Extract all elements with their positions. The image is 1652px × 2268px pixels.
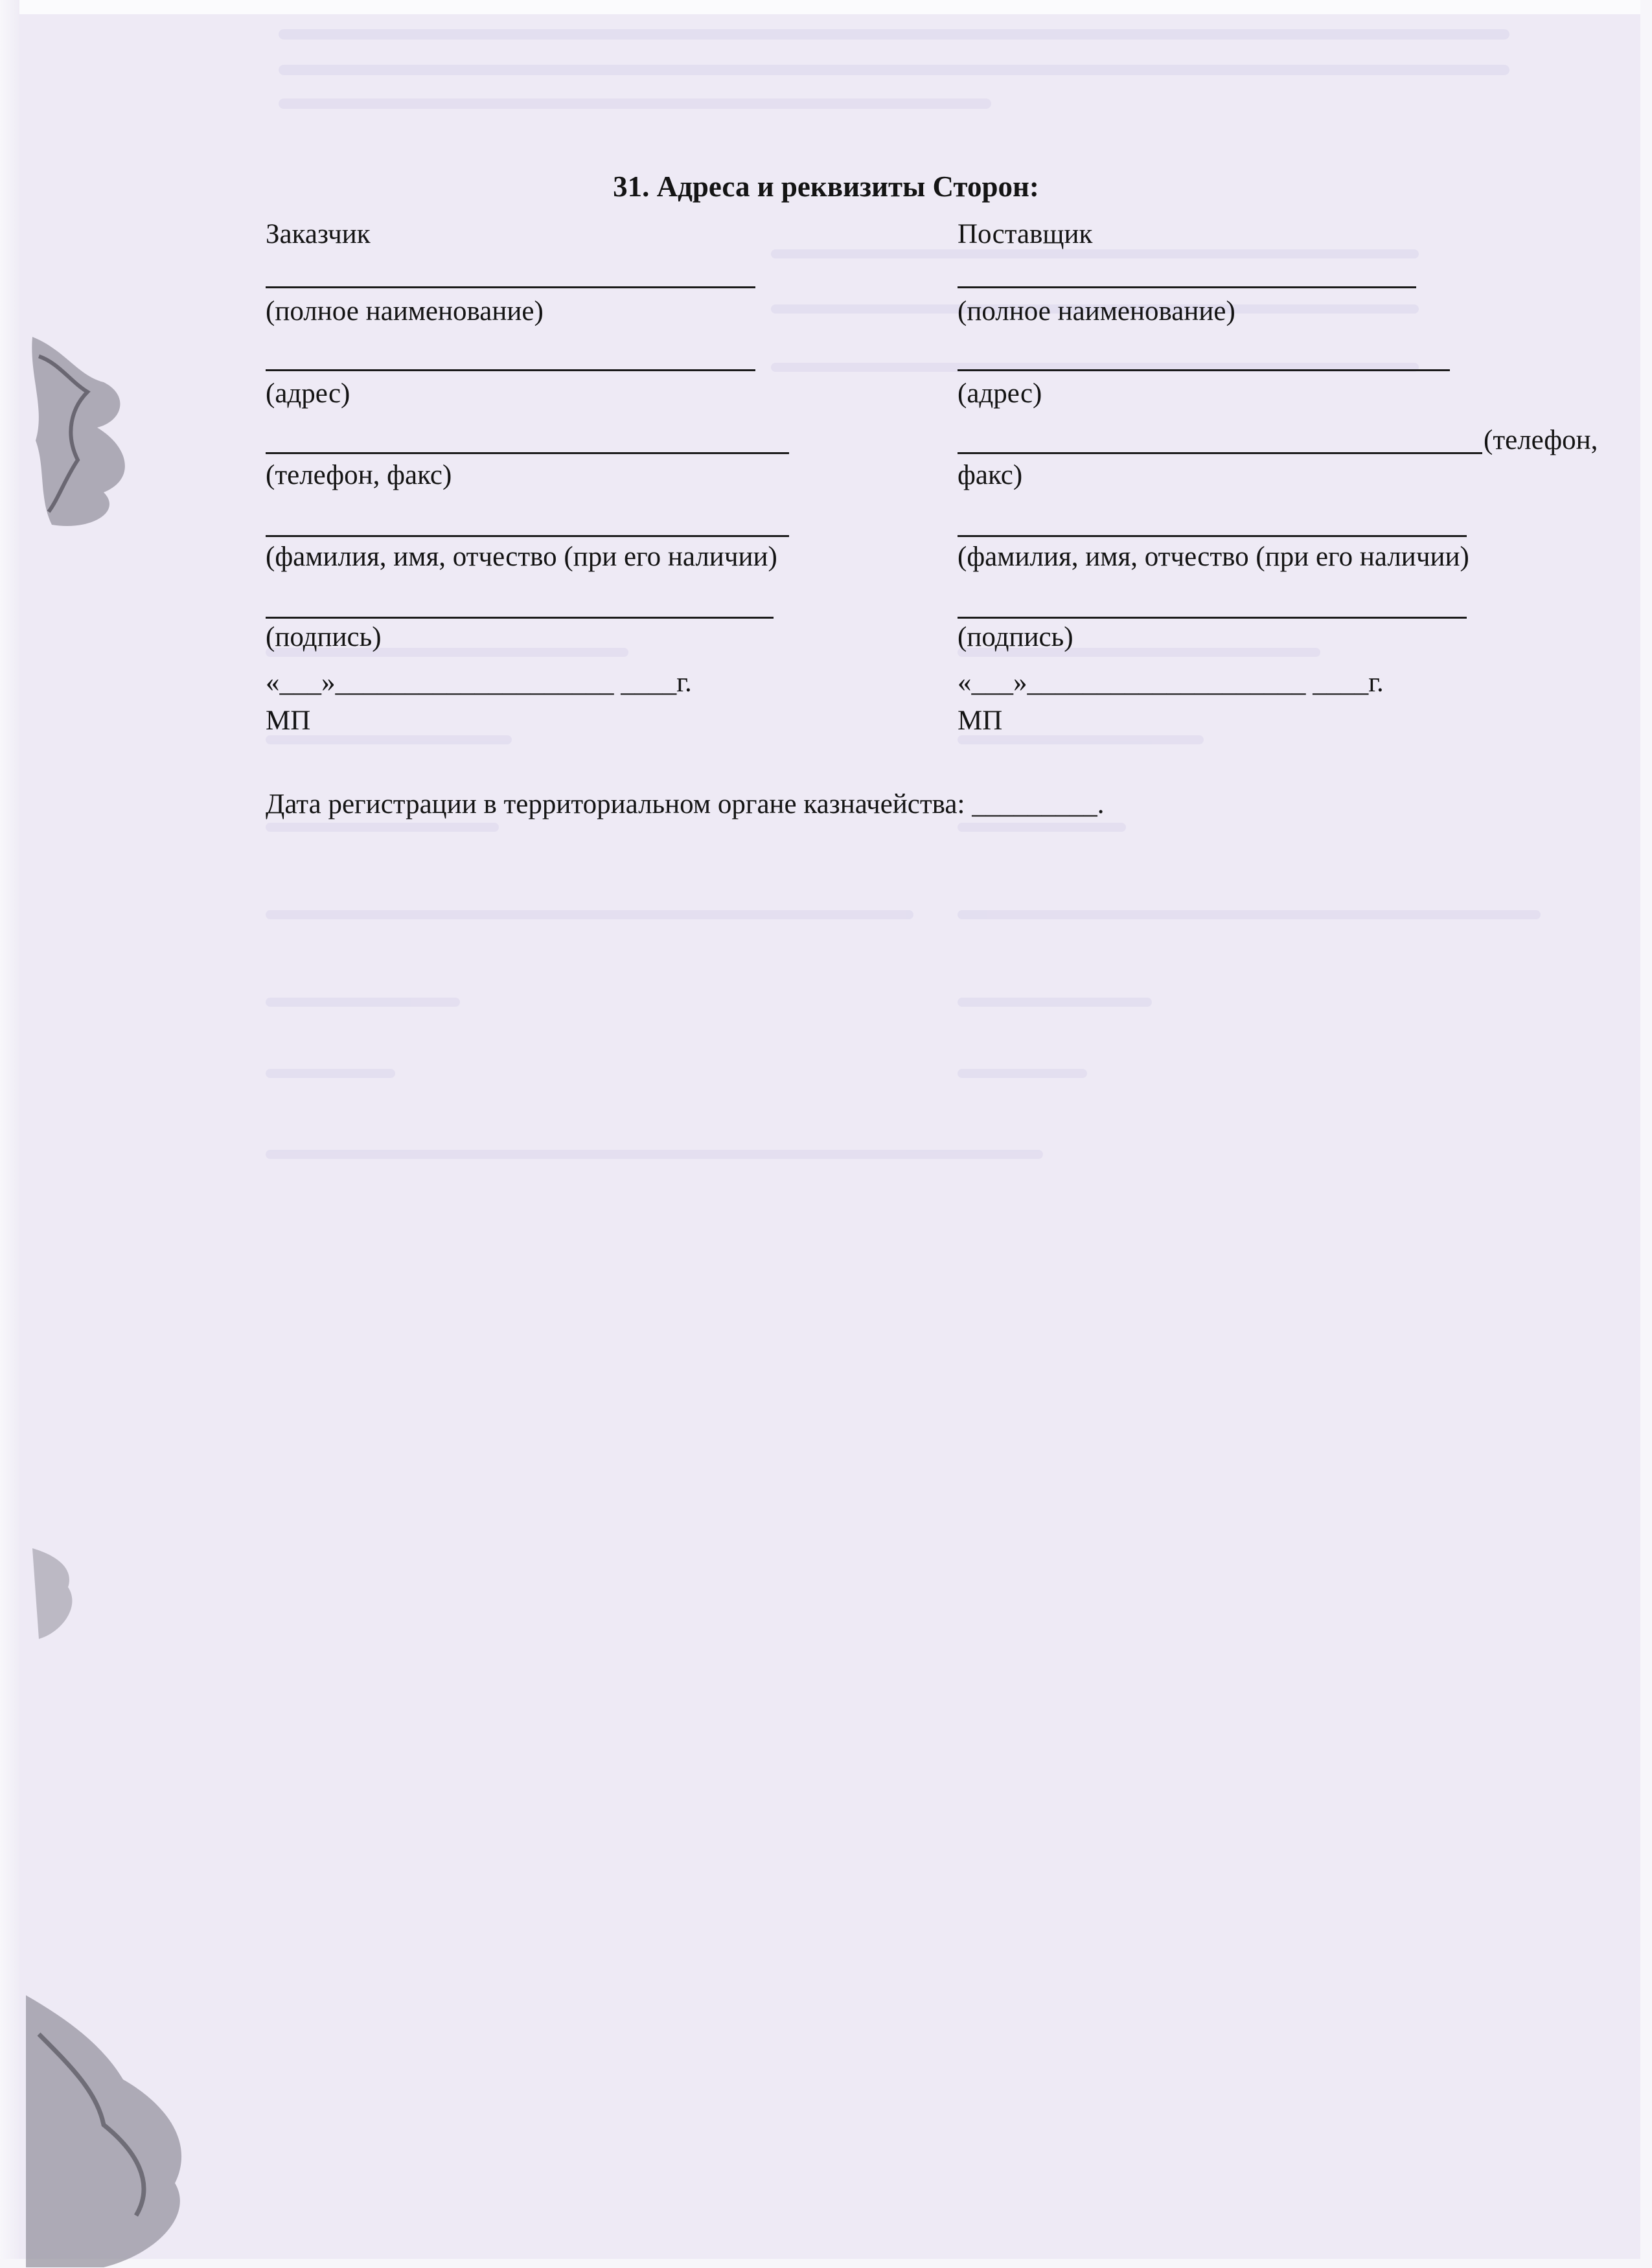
customer-heading: Заказчик — [266, 219, 371, 249]
supplier-full-name-label: (полное наименование) — [958, 296, 1235, 326]
customer-stamp-label: МП — [266, 705, 311, 736]
treasury-registration-line: Дата регистрации в территориальном органе казначейства: _________. — [266, 789, 1105, 819]
customer-signature-line — [266, 617, 774, 619]
customer-phone-fax-line — [266, 452, 789, 454]
scan-artifact-middle — [29, 1542, 87, 1645]
supplier-phone-fax-label-part2: факс) — [958, 460, 1023, 490]
supplier-heading: Поставщик — [958, 219, 1093, 249]
supplier-stamp-label: МП — [958, 705, 1003, 736]
customer-full-name-label: (полное наименование) — [266, 296, 544, 326]
customer-full-name-line — [266, 286, 755, 288]
scan-artifact-upper — [26, 337, 143, 531]
supplier-fio-line — [958, 535, 1467, 537]
supplier-date-line: «___»____________________ ____г. — [958, 667, 1384, 698]
customer-address-line — [266, 369, 755, 371]
customer-signature-label: (подпись) — [266, 622, 382, 652]
supplier-fio-label: (фамилия, имя, отчество (при его наличии) — [958, 542, 1469, 572]
scan-artifact-lower — [26, 1995, 201, 2267]
customer-phone-fax-label: (телефон, факс) — [266, 460, 452, 490]
supplier-phone-fax-line — [958, 452, 1482, 454]
supplier-signature-label: (подпись) — [958, 622, 1073, 652]
customer-fio-line — [266, 535, 789, 537]
customer-date-line: «___»____________________ ____г. — [266, 667, 692, 698]
customer-address-label: (адрес) — [266, 378, 350, 409]
customer-fio-label: (фамилия, имя, отчество (при его наличии) — [266, 542, 777, 572]
supplier-full-name-line — [958, 286, 1416, 288]
supplier-phone-fax-label-part1: (телефон, — [1484, 425, 1598, 455]
section-title: 31. Адреса и реквизиты Сторон: — [613, 170, 1039, 203]
supplier-address-label: (адрес) — [958, 378, 1042, 409]
supplier-address-line — [958, 369, 1450, 371]
supplier-signature-line — [958, 617, 1467, 619]
